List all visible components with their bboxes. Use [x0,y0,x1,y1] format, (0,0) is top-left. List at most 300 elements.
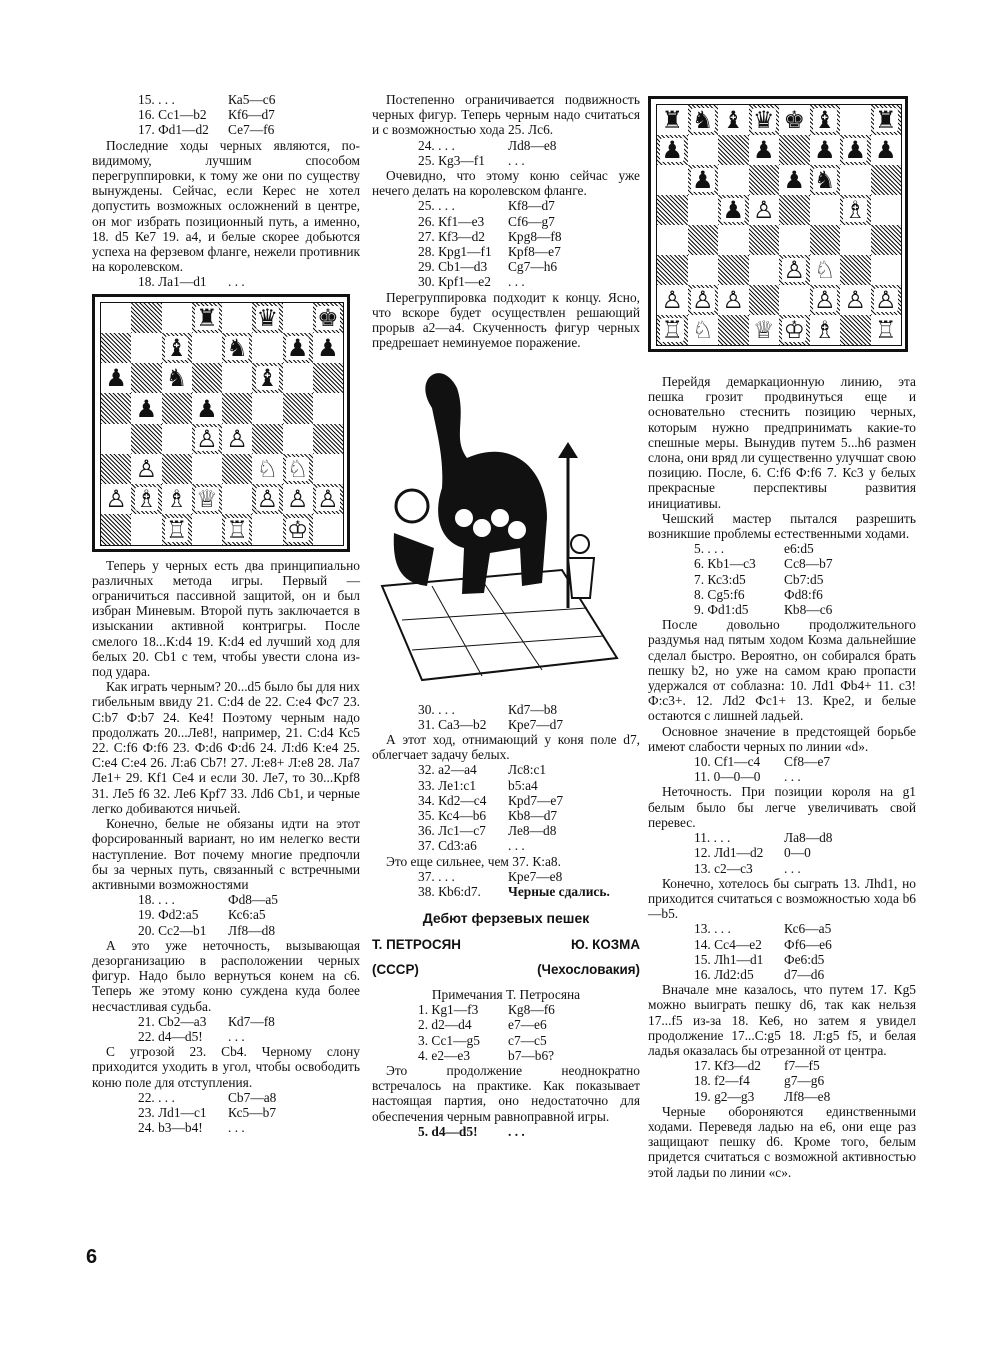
board-square [779,315,810,345]
move-line [372,808,640,823]
black-move: b5:а4 [508,777,538,793]
board-square [313,333,343,363]
board-square [840,105,871,135]
chess-piece-icon: ♟ [661,136,683,164]
black-move: Кf8—d7 [508,198,555,214]
board-square [283,303,313,333]
moves-block [372,762,640,853]
black-move: Кс6:а5 [228,907,266,923]
white-move: 34. Кd2—с4 [418,792,487,808]
board-square [871,255,902,285]
white-move: 3. Сс1—g5 [418,1032,480,1048]
board-square [657,195,688,225]
white-move: 19. Фd2:а5 [138,907,199,923]
black-move: Лf8—е8 [784,1088,831,1104]
board-square [871,165,902,195]
white-move: 16. Сс1—b2 [138,107,207,123]
move-line [648,1073,916,1088]
black-move: Крf8—е7 [508,244,561,260]
chess-piece-icon: ♝ [722,106,744,134]
board-square [657,105,688,135]
board-square [222,484,252,514]
black-move: Cg7—h6 [508,259,558,275]
black-move: . . . [508,838,525,854]
chess-piece-icon: ♞ [813,166,836,194]
white-move: 16. Лd2:d5 [694,966,754,982]
board-square [688,105,719,135]
board-square [283,333,313,363]
white-move: 5. d4—d5! [418,1123,478,1139]
paragraph: Конечно, хотелось бы сыграть 13. Лhd1, но приходится считаться с возможностью хода b6—b5. [648,875,916,922]
board-square [131,303,161,333]
chess-piece-icon: ♖ [874,316,897,344]
black-move: Кd7—f8 [228,1013,275,1029]
moves-block [372,702,640,732]
moves-block [648,921,916,982]
move-line [372,1017,640,1032]
column-2 [372,92,640,1139]
paragraph: Чешский мастер пытался разрешить возникшие проблемы естественными ходами. [648,510,916,542]
chess-board-grid [100,302,344,546]
paragraph: Перегруппировка подходит к концу. Ясно, что вскоре будет осуществлен решающий прорыв а2—а4. Скученность фигур черных предрешает неминуемое поражение. [372,289,640,351]
chess-piece-icon: ♖ [226,515,248,544]
paragraph: Это еще сильнее, чем 37. К:а8. [386,853,561,869]
chess-piece-icon: ♙ [317,485,339,514]
move-line [92,1120,360,1135]
chess-piece-icon: ♞ [226,334,248,363]
game-heading: Дебют ферзевых пешек [422,910,590,927]
board-square [222,454,252,484]
paragraph: Постепенно ограничивается подвижность черных фигур. Теперь черным надо считаться и с возможностью хода 25. Лс6. [372,92,640,138]
board-square [192,484,222,514]
move-line [372,244,640,259]
board-square [657,225,688,255]
paragraph: Теперь у черных есть два принципиально различных метода игры. Первый — ограничиться пассивной защитой, он и был избран Миневым. Второй путь заключается в изыскании активной контригры. После смелого 18...К:d4 19. К:d4 ed лучший ход для белых 20. Cb1 с тем, чтобы увести слона из-под удара. [92,557,360,680]
board-square [779,255,810,285]
white-move: 21. Cb2—а3 [138,1013,207,1029]
move-line [372,702,640,717]
move-line [372,138,640,153]
move-line [372,229,640,244]
board-square [840,165,871,195]
white-move: 17. Фd1—d2 [138,122,209,138]
black-move: d7—d6 [784,966,825,982]
black-move: Фе6:d5 [784,951,825,967]
chess-piece-icon: ♟ [752,136,775,164]
paragraph: Основное значение в предстоящей борьбе имеют слабости черных по линии «d». [648,723,916,754]
annotator-note: Примечания Т. Петросяна [431,986,581,1002]
move-line [372,823,640,838]
white-move: 35. Кс4—b6 [418,808,487,824]
board-square [688,225,719,255]
chess-piece-icon: ♜ [874,106,897,134]
players-line [372,937,640,952]
paragraph: Конечно, белые не обязаны идти на этот форсированный вариант, но им нелегко вести наступление. Вот почему многие предпочли бы за черных путь, связанный с встречными активными возможностями [92,816,360,892]
board-square [283,454,313,484]
black-move: Фd8—а5 [228,892,278,908]
board-square [688,135,719,165]
board-square [192,424,222,454]
board-square [162,333,192,363]
board-square [810,315,841,345]
board-square [840,195,871,225]
black-move: Лd8—е8 [508,137,557,153]
black-move: Кс6—а5 [784,921,832,937]
white-move: 18. Лa1—d1 [138,274,207,290]
board-square [313,514,343,544]
move-line [92,107,360,122]
paragraph: Как играть черным? 20...d5 было бы для них гибельным ввиду 21. С:d4 de 22. С:е4 Фс7 23. С:b7 Ф:b7 24. Ке4! Поэтому черным надо продолжать 20...Ле8!, например, 21. С:d4 Кс5 22. С:f6 Ф:f6 23. Ф:d6 Ф:d6 24. Л:d6 К:е4 25. С:е4 С:е4 26. Л:а6 Cb7! 27. Л:е8+ Л:е8 28. Ла7 Ле1+ 29. Кf1 Се4 и если 30. Ле7, то 30...Крf8 31. Ле5 f6 32. Ле6 Крf7 33. Лd6 Cb1, и черные легко добиваются ничьей. [92,679,361,816]
elephant-illustration [372,358,622,688]
black-move: Се7—f6 [228,122,275,138]
black-move: Фd8:f6 [784,586,823,602]
chess-piece-icon: ♘ [813,256,836,284]
move-line [648,587,916,602]
board-square [101,454,131,484]
board-square [688,255,719,285]
chess-piece-icon: ♙ [286,485,309,514]
move-line [648,967,916,982]
move-line [372,214,640,229]
board-square [718,195,749,225]
black-move: Кс5—b7 [228,1104,277,1120]
white-move: 28. Крg1—f1 [418,244,492,260]
move-line [372,1048,640,1063]
board-square [162,393,192,423]
paragraph: С угрозой 23. Cb4. Черному слону приходится уходить в угол, чтобы освободить коню поле для отступления. [92,1044,360,1090]
white-move: 14. Сс4—е2 [694,936,762,952]
chess-piece-icon: ♙ [135,455,158,484]
board-square [131,484,161,514]
chess-diagram-2 [648,96,908,352]
chess-piece-icon: ♙ [722,286,744,314]
board-square [101,363,131,393]
move-line [372,838,640,853]
white-move: 19. g2—g3 [694,1088,755,1104]
chess-piece-icon: ♙ [661,286,683,314]
move-line [648,541,916,556]
board-square [718,255,749,285]
move-line [372,793,640,808]
board-square [779,165,810,195]
move-line [92,907,360,922]
chess-piece-icon: ♟ [691,166,714,194]
white-move: 31. Са3—b2 [418,716,487,732]
player-white: Т. ПЕТРОСЯН [372,936,461,952]
chess-piece-icon: ♗ [844,196,866,224]
chess-piece-icon: ♘ [691,316,714,344]
board-square [131,363,161,393]
board-square [688,285,719,315]
chess-piece-icon: ♙ [874,286,897,314]
white-move: 8. Cg5:f6 [694,586,745,602]
white-move: 5. . . . [694,541,725,557]
paragraph: Последние ходы черных являются, по-видимому, лучшим способом перегруппировки, к тому же они по существу вынуждены. Сейчас, если Керес не хотел допустить возможных осложнений в центре, он мог избрать позиционный путь, а именно, 18. d5 Ке7 19. а4, и белые скорее добьются успеха на ферзевом фланге, нежели противник на королевском. [92,137,360,275]
chess-piece-icon: ♞ [165,364,188,393]
chess-piece-icon: ♝ [165,334,188,363]
board-square [871,225,902,255]
board-square [688,315,719,345]
white-move: 24. . . . [418,137,455,153]
white-move: 25. . . . [418,198,455,214]
board-square [313,484,343,514]
black-move: Лf8—d8 [228,922,276,938]
board-square [688,195,719,225]
black-move: . . . [508,274,525,290]
board-square [101,303,131,333]
board-square [749,255,780,285]
player-black: Ю. КОЗМА [570,936,640,952]
column-3 [648,96,916,1180]
white-move: 22. d4—d5! [138,1028,203,1044]
move-line [92,274,360,289]
moves-block [92,1014,360,1044]
board-square [718,315,749,345]
moves-block [92,92,360,138]
board-square [131,333,161,363]
board-square [252,363,282,393]
board-square [749,225,780,255]
board-square [192,303,222,333]
board-square [840,135,871,165]
black-move: Лс8:с1 [508,762,547,778]
move-line [92,1105,360,1120]
chess-piece-icon: ♝ [256,364,279,393]
move-line [648,845,916,860]
white-move: 12. Лd1—d2 [694,845,764,861]
chess-piece-icon: ♟ [135,394,158,423]
black-move: е6:d5 [784,541,814,557]
chess-piece-icon: ♟ [783,166,805,194]
board-square [657,255,688,285]
moves-block [648,541,916,617]
board-square [162,363,192,393]
board-square [101,424,131,454]
move-line [648,1089,916,1104]
move-line [648,921,916,936]
board-square [810,135,841,165]
board-square [252,393,282,423]
moves-block [372,1002,640,1063]
move-line [372,1124,640,1139]
paragraph: А этот ход, отнимающий у коня поле d7, облегчает задачу белых. [372,732,640,763]
board-square [101,333,131,363]
paragraph: Вначале мне казалось, что путем 17. Кg5 можно выиграть пешку d6, так как нельзя 17...f5 из-за 18. Ке6, но затем я увидел продолжение 17...С:g5 18. Л:g5 f5, и белая ладья оказалась бы отрезанной от центра. [648,982,916,1058]
move-line [648,602,916,617]
final-move-line [372,884,640,899]
white-move: 13. . . . [694,921,731,937]
black-move: . . . [228,274,245,290]
black-move: Ка5—с6 [228,92,276,107]
board-square [810,285,841,315]
white-move: 27. Кf3—d2 [418,228,485,244]
board-square [313,424,343,454]
move-line [648,1058,916,1073]
chess-piece-icon: ♛ [256,303,279,332]
board-square [718,165,749,195]
board-square [101,484,131,514]
moves-block [372,869,640,884]
country-black: (Чехословакия) [537,961,640,977]
move-line [92,1090,360,1105]
board-square [101,393,131,423]
black-move: g7—g6 [784,1073,825,1089]
chess-piece-icon: ♘ [286,455,309,484]
black-move: . . . [784,860,801,876]
white-move: 36. Лс1—с7 [418,823,486,839]
chess-piece-icon: ♝ [813,106,836,134]
black-move: Ла8—d8 [784,830,833,846]
white-move: 25. Кg3—f1 [418,152,485,168]
white-move: 13. с2—с3 [694,860,753,876]
board-square [810,195,841,225]
white-move: 11. . . . [694,830,731,846]
white-move: 10. Сf1—с4 [694,754,761,770]
board-square [871,135,902,165]
board-square [810,255,841,285]
chess-piece-icon: ♗ [813,316,836,344]
paragraph: Перейдя демаркационную линию, эта пешка грозит продвинуться еще и основательно стеснить позицию черных, которым нужно предпринимать какие-то спешные меры. Вынудив путем 5...h6 размен слона, они вряд ли существенно улучшат свою позицию. После, 6. С:f6 Ф:f6 7. Кс3 у белых прекрасные перспективы развития инициативы. [648,374,916,511]
black-move: . . . [228,1028,245,1044]
board-square [192,454,222,484]
paragraph: Черные обороняются единственными ходами. Переведя ладью на е6, они еще раз защищают пешку d6. Кроме того, белым придется считаться с возможной активностью этой ладьи по линии «с». [648,1103,916,1180]
board-square [840,315,871,345]
white-move: 15. Лh1—d1 [694,951,764,967]
board-square [871,315,902,345]
board-square [749,315,780,345]
black-move: . . . [784,769,801,785]
chess-piece-icon: ♟ [874,136,897,164]
board-square [657,315,688,345]
black-move: Кре7—d7 [508,716,564,732]
move-line [92,1029,360,1044]
black-move: е7—е6 [508,1017,547,1033]
board-square [192,333,222,363]
board-square [657,285,688,315]
board-square [779,105,810,135]
move-line [372,1033,640,1048]
board-square [313,454,343,484]
chess-piece-icon: ♟ [317,334,339,363]
board-square [840,285,871,315]
black-move: Кd7—b8 [508,701,558,717]
page-number: 6 [86,1246,98,1268]
board-square [810,225,841,255]
black-move: с7—с5 [508,1032,547,1048]
moves-block [648,830,916,876]
board-square [283,424,313,454]
paragraph: Очевидно, что этому коню сейчас уже нечего делать на королевском фланге. [372,168,640,199]
move-line [372,198,640,213]
move-line [372,869,640,884]
chess-piece-icon: ♟ [722,196,744,224]
board-square [718,285,749,315]
country-white: (СССР) [372,961,419,977]
move-line [92,122,360,137]
chess-piece-icon: ♟ [286,334,309,363]
column-1 [92,92,360,1135]
board-square [779,195,810,225]
black-move: Cb7—а8 [228,1089,277,1105]
black-move: Сс8—b7 [784,556,833,572]
black-move: Кf6—d7 [228,107,275,123]
white-move: 22. . . . [138,1089,175,1105]
chess-piece-icon: ♚ [317,303,339,332]
black-move: Фf6—е6 [784,936,832,952]
white-move: 7. Кс3:d5 [694,571,746,587]
board-square [779,225,810,255]
chess-piece-icon: ♜ [661,106,683,134]
board-square [252,333,282,363]
board-square [779,285,810,315]
black-move: Сf8—е7 [784,754,831,770]
board-square [131,393,161,423]
black-move: . . . [228,1120,245,1136]
board-square [749,105,780,135]
moves-block [648,1058,916,1104]
board-square [749,195,780,225]
board-square [222,424,252,454]
chess-piece-icon: ♙ [691,286,714,314]
countries-line [372,962,640,977]
board-square [252,303,282,333]
move-line [92,92,360,107]
chess-piece-icon: ♟ [105,364,127,393]
board-square [131,514,161,544]
chess-piece-icon: ♜ [196,303,218,332]
black-move: Кg8—f6 [508,1002,555,1018]
board-square [252,484,282,514]
chess-piece-icon: ♖ [165,515,188,544]
white-move: 33. Ле1:с1 [418,777,477,793]
chess-piece-icon: ♚ [783,106,805,134]
move-line [372,274,640,289]
move-line [648,952,916,967]
black-move: f7—f5 [784,1058,820,1074]
board-square [718,105,749,135]
move-line [372,1002,640,1017]
white-move: 11. 0—0—0 [694,769,761,785]
board-square [283,484,313,514]
moves-block [92,1090,360,1136]
chess-piece-icon: ♙ [105,485,127,514]
board-square [840,225,871,255]
chess-piece-icon: ♟ [196,394,218,423]
chess-piece-icon: ♕ [752,316,775,344]
board-square [222,363,252,393]
board-square [192,514,222,544]
white-move: 38. Кb6:d7. [418,884,481,900]
black-move: Крd7—е7 [508,792,564,808]
board-square [871,105,902,135]
board-square [657,135,688,165]
black-move: Кре7—е8 [508,868,563,884]
chess-piece-icon: ♙ [256,485,279,514]
board-square [162,514,192,544]
board-square [222,333,252,363]
move-line [648,572,916,587]
chess-piece-icon: ♙ [752,196,775,224]
board-square [252,424,282,454]
chess-piece-icon: ♙ [226,424,248,453]
board-square [162,303,192,333]
board-square [749,285,780,315]
board-square [779,135,810,165]
chess-piece-icon: ♔ [286,515,309,544]
paragraph: После довольно продолжительного раздумья над пятым ходом Козма дальнейшие сделал быстро. Вероятно, он собирался брать пешку b2, но уже на самом краю пропасти удержался от соблазна: 10. Лd1 Фb4+ 11. с3! Ф:с3+. 12. Лd2 Фс1+ 13. Кре2, и белые остаются с лишней ладьей. [648,617,916,724]
chess-piece-icon: ♙ [813,286,836,314]
board-square [283,393,313,423]
